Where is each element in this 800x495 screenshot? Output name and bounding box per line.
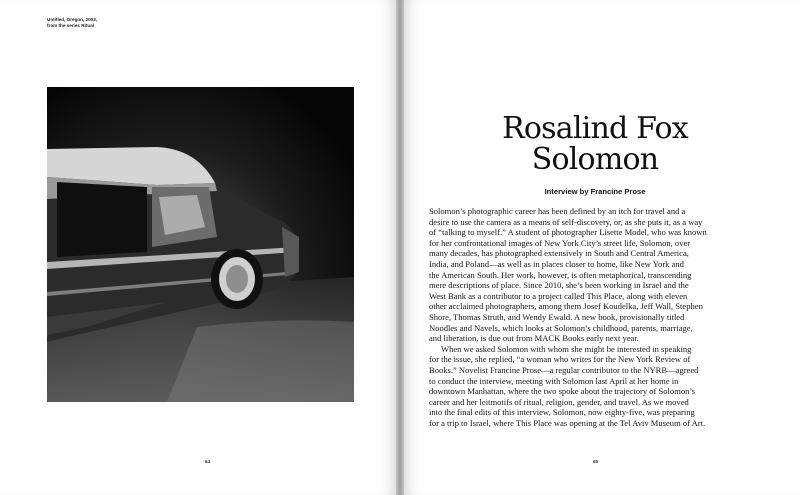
body-line: Solomon’s photographic career has been defined by an itch for travel and a <box>429 206 686 216</box>
body-line: the American South. Her work, however, is often metaphorical, transcending <box>429 269 692 280</box>
body-line: Noodles and Navels, which looks at Solomon’s childhood, parents, marriage, <box>429 322 693 333</box>
body-line: other acclaimed photographers, among them Josef Koudelka, Jeff Wall, Stephen <box>429 301 703 312</box>
body-line: and liberation, is due out from MACK Books early next year. <box>429 333 639 344</box>
body-line: for her confrontational images of New York City’s street life, Solomon, over <box>429 237 691 248</box>
body-line: When we asked Solomon with whom she might be interested in speaking <box>441 343 692 354</box>
title-line: Rosalind Fox <box>502 111 688 146</box>
spine-gutter <box>396 0 404 495</box>
car-photograph <box>47 87 354 402</box>
body-line: of “talking to myself.” A student of photographer Lisette Model, who was known <box>429 227 707 238</box>
body-line: career and her leitmotifs of ritual, religion, gender, and travel. As we moved <box>429 396 689 407</box>
body-line: for the issue, she replied, “a woman who writes for the New York Review of <box>429 354 691 365</box>
article-title <box>470 113 720 175</box>
caption-line: from the series Ritual <box>47 22 94 28</box>
caption-line: Untitled, Oregon, 2003, <box>47 17 98 22</box>
body-line: India, and Poland—as well as in places closer to home, like New York and <box>429 258 684 269</box>
body-line: mere descriptions of place. Since 2010, she’s been working in Israel and the <box>429 280 689 291</box>
body-line: Books.” Novelist Francine Prose—a regular contributor to the NYRB—agreed <box>429 364 699 375</box>
page-number-right: 65 <box>593 459 599 464</box>
body-line: West Bank as a contributor to a project called This Place, along with eleven <box>429 290 688 301</box>
body-line: for a trip to Israel, where This Place was opening at the Tel Aviv Museum of Art. <box>429 417 706 428</box>
body-line: to conduct the interview, meeting with Solomon last April at her home in <box>429 375 679 386</box>
body-line: downtown Manhattan, where the two spoke about the trajectory of Solomon’s <box>429 386 696 397</box>
photo-caption <box>47 17 167 28</box>
page-number-left: 64 <box>205 459 211 464</box>
body-line: desire to use the camera as a means of self-discovery, or, as she puts it, as a way <box>429 216 703 227</box>
byline: Interview by Francine Prose <box>544 187 646 196</box>
body-line: many decades, has photographed extensively in South and Central America, <box>429 248 689 259</box>
title-line: Solomon <box>531 142 659 177</box>
body-line: into the final edits of this interview, Solomon, now eighty-five, was preparing <box>429 407 695 418</box>
article-body <box>429 206 764 428</box>
car-photo-illustration <box>47 87 354 402</box>
body-line: Shore, Thomas Struth, and Wendy Ewald. A new book, provisionally titled <box>429 311 685 322</box>
